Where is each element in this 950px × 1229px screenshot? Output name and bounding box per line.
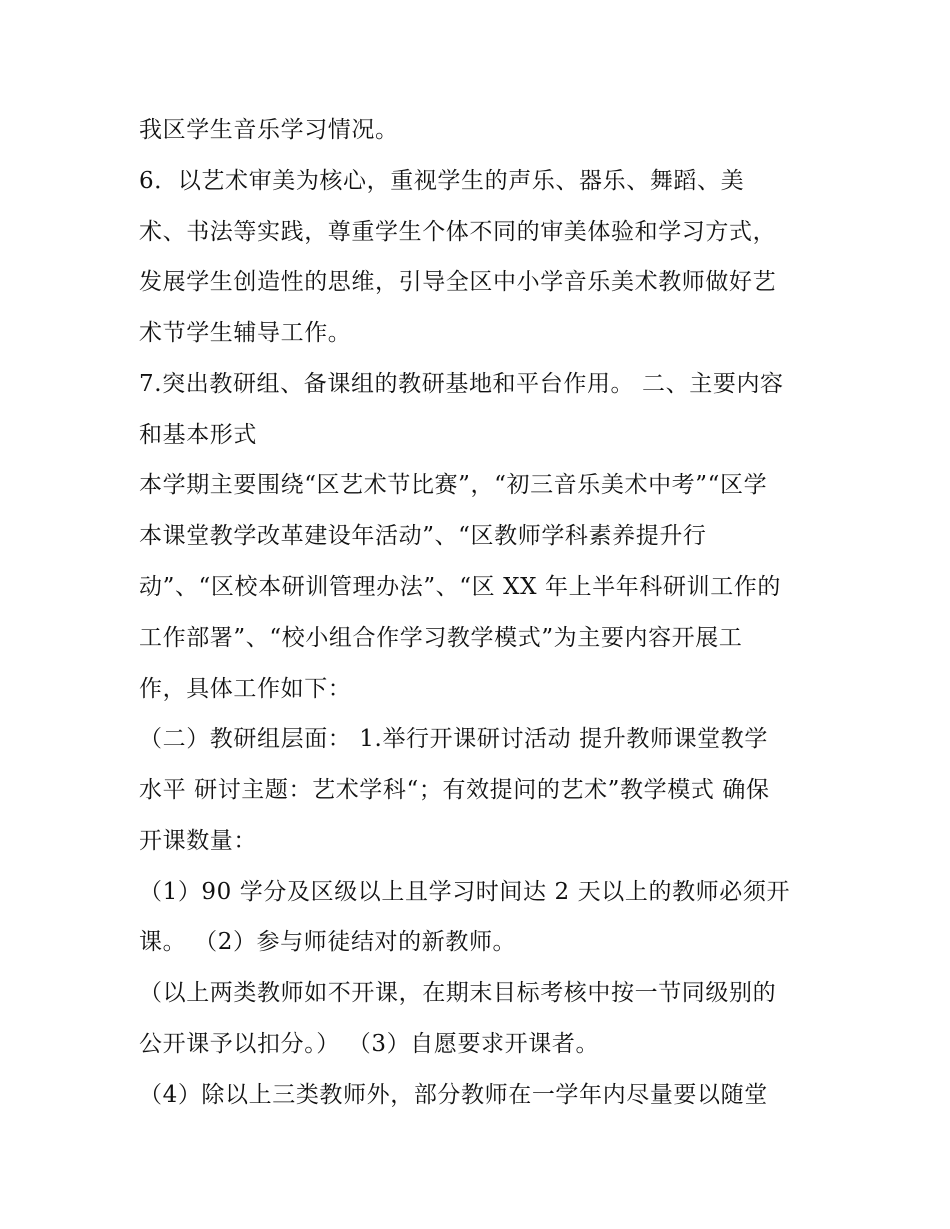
- text-line: 课。 （2）参与师徒结对的新教师。: [139, 929, 517, 955]
- text-line: 工作部署”、“校小组合作学习教学模式”为主要内容开展工: [139, 625, 743, 651]
- text-line: 本学期主要围绕“区艺术节比赛”，“初三音乐美术中考”“区学: [139, 472, 768, 498]
- text-line: 水平 研讨主题：艺术学科“；有效提问的艺术”教学模式 确保: [139, 777, 770, 803]
- text-line: 术、书法等实践，尊重学生个体不同的审美体验和学习方式，: [139, 219, 777, 245]
- text-line: 公开课予以扣分。） （3）自愿要求开课者。: [139, 1031, 600, 1057]
- text-line: （二）教研组层面： 1.举行开课研讨活动 提升教师课堂教学: [139, 726, 768, 752]
- text-line: 动”、“区校本研训管理办法”、“区 XX 年上半年科研训工作的: [139, 574, 782, 600]
- text-line: （1）90 学分及区级以上且学习时间达 2 天以上的教师必须开: [139, 879, 791, 905]
- text-line: 作，具体工作如下：: [139, 676, 352, 702]
- text-line: 术节学生辅导工作。: [139, 320, 352, 346]
- text-line: 我区学生音乐学习情况。: [139, 117, 399, 143]
- text-line: 发展学生创造性的思维，引导全区中小学音乐美术教师做好艺: [139, 269, 777, 295]
- text-line: 和基本形式: [139, 422, 257, 448]
- text-line: （4）除以上三类教师外，部分教师在一学年内尽量要以随堂: [139, 1082, 768, 1108]
- text-line: 本课堂教学改革建设年活动”、“区教师学科素养提升行: [139, 523, 707, 549]
- text-line: 开课数量：: [139, 828, 257, 854]
- text-line: 7.突出教研组、备课组的教研基地和平台作用。 二、主要内容: [139, 371, 784, 397]
- text-line: 6．以艺术审美为核心，重视学生的声乐、器乐、舞蹈、美: [139, 168, 745, 194]
- text-line: （以上两类教师如不开课，在期末目标考核中按一节同级别的: [139, 980, 777, 1006]
